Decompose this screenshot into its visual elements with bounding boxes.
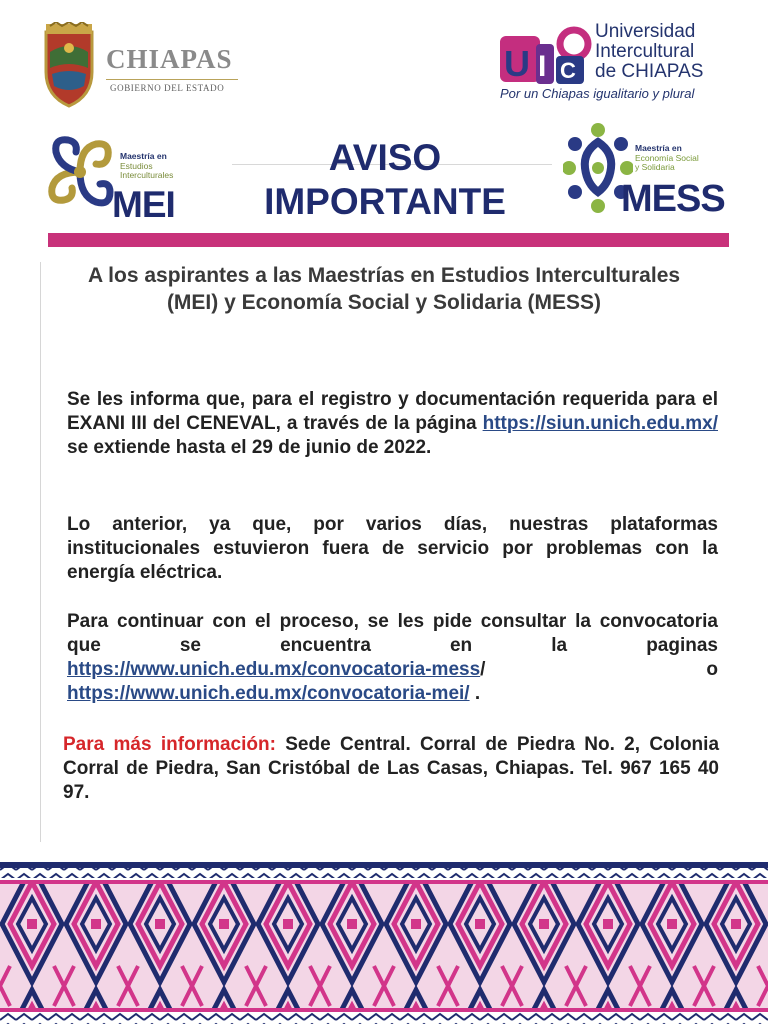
paragraph-convocatoria [67,610,718,706]
title-line1: AVISO [328,137,442,178]
notice-heading: A los aspirantes a las Maestrías en Estudios Interculturales (MEI) y Economía Social y Solidaria (MESS) [87,264,681,314]
paragraph-contact [63,733,719,805]
mei-small-line2: Estudios [120,160,153,171]
p1-text-after: se extiende hasta el 29 de junio de 2022. [67,437,432,458]
mei-program-name [120,152,173,181]
unich-name-line2: Intercultural [595,41,695,62]
contact-text: Sede Central. Corral de Piedra No. 2, Colonia Corral de Piedra, San Cristóbal de Las Casas, Chiapas. Tel. 967 165 40 97. [63,734,720,803]
convocatoria-mei-link[interactable]: https://www.unich.edu.mx/convocatoria-mei/ [67,683,470,704]
header-divider-bar [48,233,729,247]
p3-text-after: . [469,683,481,704]
paragraph-reason: Lo anterior, ya que, por varios días, nuestras plataformas institucionales estuvieron fuera de servicio por problemas con la energía eléctrica. [67,514,718,583]
chiapas-shield-icon [38,22,100,108]
mess-program-name [635,144,699,173]
unich-name [595,22,703,82]
mei-acronym: MEI [112,184,175,225]
mess-acronym: MESS [621,178,725,220]
page-title [190,136,580,224]
p3-text-mid: / o [480,659,718,680]
mei-small-line3: Interculturales [120,170,174,180]
mei-swirl-icon [40,124,120,222]
mess-small-line1: Maestría en [635,143,682,153]
siun-link[interactable]: https://siun.unich.edu.mx/ [482,413,718,434]
mess-small-line3: y Solidaria [635,162,675,172]
p1-text-before: Se les informa que, para el registro y documentación requerida para el EXANI III del CENEVAL, a través de la página [67,389,718,434]
chiapas-subtitle: GOBIERNO DEL ESTADO [110,83,225,93]
mess-logo [563,122,733,222]
svg-text:I: I [538,50,547,83]
p3-text-before: Para continuar con el proceso, se les pide consultar la convocatoria que se encuentra en la paginas [67,611,718,656]
chiapas-name: CHIAPAS [106,44,233,74]
chiapas-government-logo [38,22,243,114]
left-margin-rule [40,262,41,842]
mei-logo [40,124,190,224]
convocatoria-mess-link[interactable]: https://www.unich.edu.mx/convocatoria-mess [67,659,481,680]
title-line2: IMPORTANTE [264,181,506,222]
svg-text:U: U [504,43,530,84]
unich-logo [496,20,736,106]
textile-pattern-border [0,862,768,1024]
mess-small-line2: Economía Social [635,152,699,163]
chiapas-divider [106,79,238,80]
svg-text:C: C [560,58,576,83]
unich-mark-icon [496,22,592,88]
mei-small-line1: Maestría en [120,151,167,161]
unich-name-line1: Universidad [595,21,696,42]
paragraph-registration [67,388,718,460]
more-info-label: Para más información: [63,734,276,755]
unich-name-line3: de CHIAPAS [595,61,704,82]
unich-tagline: Por un Chiapas igualitario y plural [500,86,695,101]
